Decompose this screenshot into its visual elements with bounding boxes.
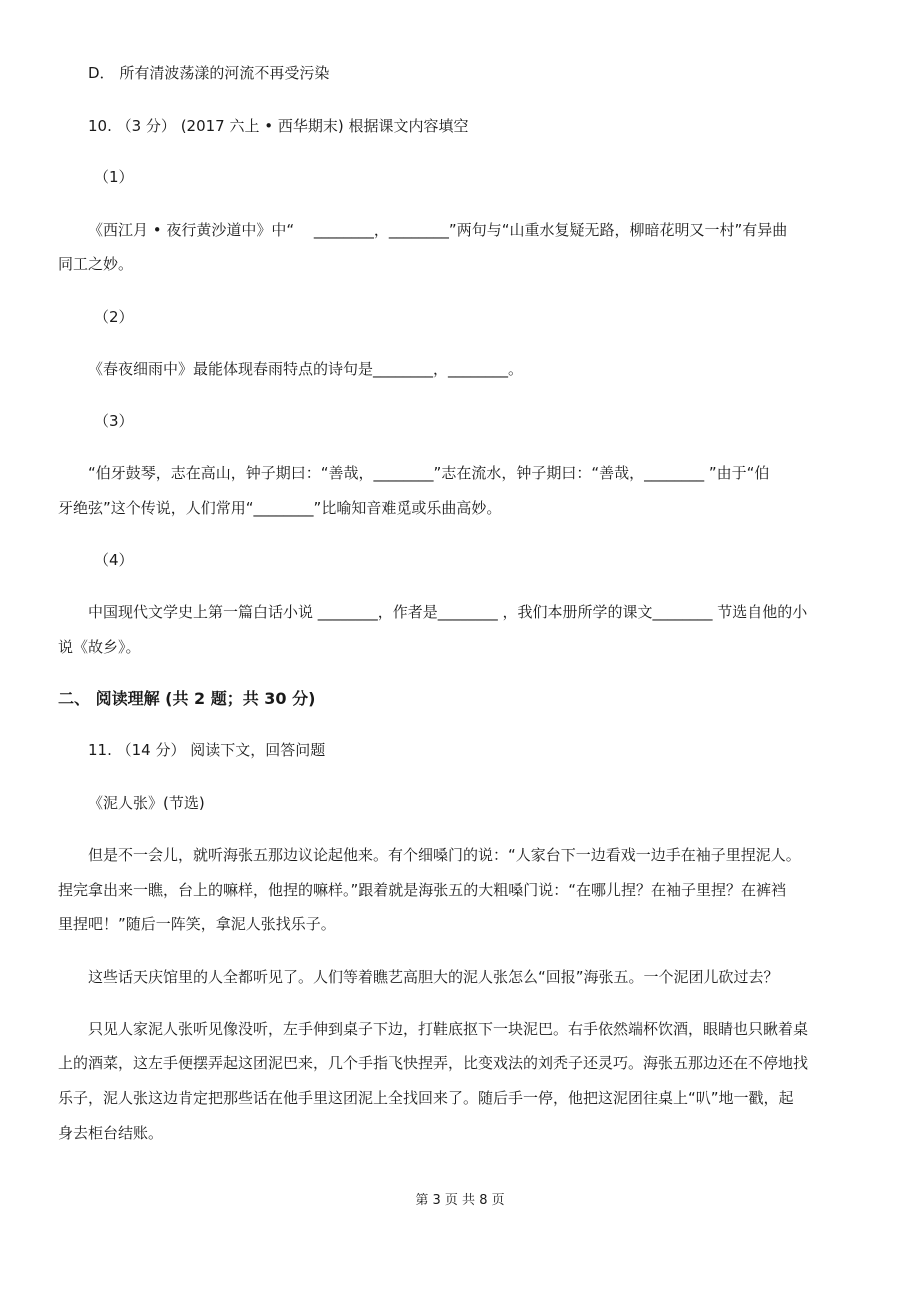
passage-title: 《泥人张》(节选) [88, 794, 205, 812]
sub-question-1-label: （1） [94, 168, 134, 186]
passage-paragraph-1: 但是不一会儿，就听海张五那边议论起他来。有个细嗓门的说：“人家台下一边看戏一边手在袖子里捏泥人。 [88, 846, 801, 864]
option-d: D． 所有清波荡漾的河流不再受污染 [88, 64, 330, 82]
sub-question-2-label: （2） [94, 308, 134, 326]
passage-paragraph-3-cont: 上的酒菜，这左手便摆弄起这团泥巴来，几个手指飞快捏弄，比变戏法的刘秃子还灵巧。海张五那边还在不停地找 [58, 1054, 809, 1072]
sub-question-3-label: （3） [94, 412, 134, 430]
passage-paragraph-2: 这些话天庆馆里的人全都听见了。人们等着瞧艺高胆大的泥人张怎么“回报”海张五。一个泥团儿砍过去？ [88, 968, 779, 986]
sub-question-4-text: 中国现代文学史上第一篇白话小说 ________，作者是________ ，我们本册所学的课文________ 节选自他的小 [88, 603, 808, 621]
sub-question-3-text: “伯牙鼓琴，志在高山，钟子期曰：“善哉，________”志在流水，钟子期曰：“善哉，________ ”由于“伯 [88, 464, 770, 482]
sub-question-3-text-cont: 牙绝弦”这个传说，人们常用“________”比喻知音难觅或乐曲高妙。 [58, 499, 502, 517]
question-11-header: 11. （14 分） 阅读下文，回答问题 [88, 741, 326, 759]
page-footer: 第 3 页 共 8 页 [415, 1193, 505, 1208]
sub-question-2-text: 《春夜细雨中》最能体现春雨特点的诗句是________，________。 [88, 360, 524, 378]
passage-paragraph-1-cont: 捏完拿出来一瞧，台上的嘛样，他捏的嘛样。”跟着就是海张五的大粗嗓门说：“在哪儿捏？在袖子里捏？在裤裆 [58, 881, 787, 899]
section-heading: 二、 阅读理解 (共 2 题；共 30 分) [58, 689, 316, 708]
sub-question-4-text-cont: 说《故乡》。 [58, 638, 141, 656]
question-10-header: 10. （3 分） (2017 六上 • 西华期末) 根据课文内容填空 [88, 117, 469, 135]
sub-question-1-text-cont: 同工之妙。 [58, 255, 134, 273]
passage-paragraph-3-cont: 乐子，泥人张这边肯定把那些话在他手里这团泥上全找回来了。随后手一停，他把这泥团往桌上“叭”地一戳，起 [58, 1089, 794, 1107]
passage-paragraph-1-end: 里捏吧！”随后一阵笑，拿泥人张找乐子。 [58, 915, 336, 933]
sub-question-4-label: （4） [94, 551, 134, 569]
sub-question-1-text: 《西江月 • 夜行黄沙道中》中“ ________，________”两句与“山重水复疑无路，柳暗花明又一村”有异曲 [88, 221, 788, 239]
passage-paragraph-3-end: 身去柜台结账。 [58, 1124, 164, 1142]
passage-paragraph-3: 只见人家泥人张听见像没听，左手伸到桌子下边，打鞋底抠下一块泥巴。右手依然端杯饮酒，眼睛也只瞅着桌 [88, 1020, 809, 1038]
